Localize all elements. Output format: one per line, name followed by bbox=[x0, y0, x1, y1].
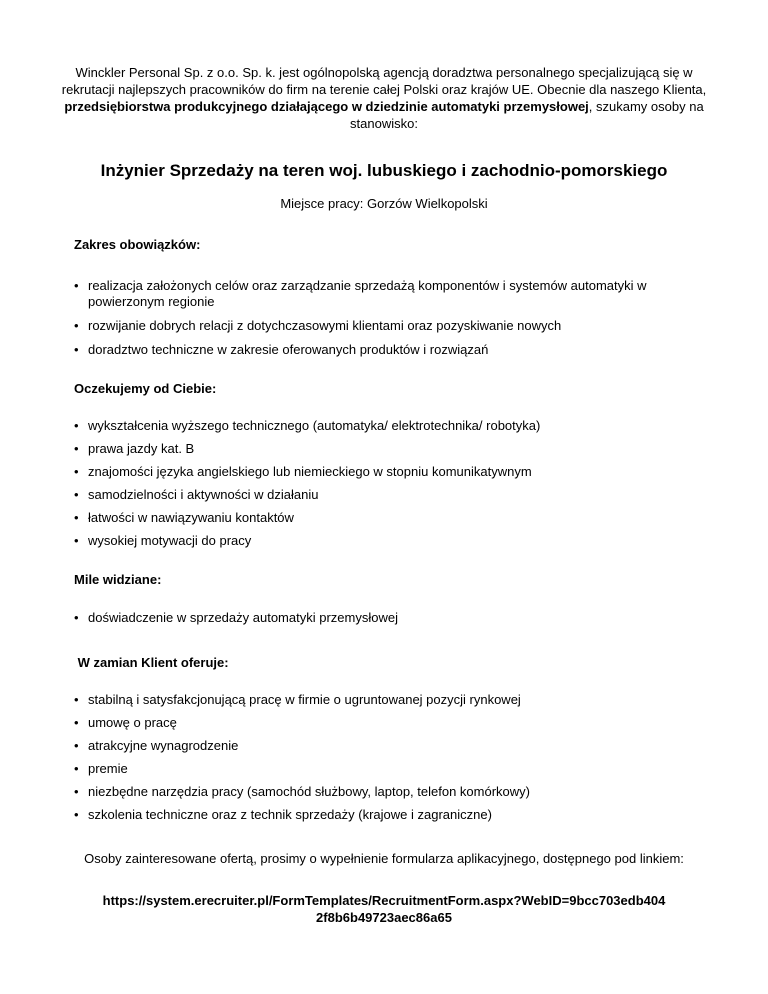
list-item: • szkolenia techniczne oraz z technik sprzedaży (krajowe i zagraniczne) bbox=[74, 807, 704, 823]
responsibilities-list bbox=[74, 278, 704, 358]
list-item: • znajomości języka angielskiego lub niemieckiego w stopniu komunikatywnym bbox=[74, 464, 704, 480]
list-item: • wysokiej motywacji do pracy bbox=[74, 533, 704, 549]
list-item: • doradztwo techniczne w zakresie oferowanych produktów i rozwiązań bbox=[74, 342, 704, 358]
requirements-list bbox=[74, 418, 704, 549]
offer-list bbox=[74, 692, 704, 823]
list-item: • atrakcyjne wynagrodzenie bbox=[74, 738, 704, 754]
list-item: • wykształcenia wyższego technicznego (automatyka/ elektrotechnika/ robotyka) bbox=[74, 418, 704, 434]
list-item: • łatwości w nawiązywaniu kontaktów bbox=[74, 510, 704, 526]
list-item: • prawa jazdy kat. B bbox=[74, 441, 704, 457]
nice-to-have-list bbox=[74, 610, 704, 626]
list-item: • stabilną i satysfakcjonującą pracę w firmie o ugruntowanej pozycji rynkowej bbox=[74, 692, 704, 708]
section-heading-nice-to-have: Mile widziane: bbox=[74, 572, 162, 587]
intro-text-end: , szukamy osoby na stanowisko: bbox=[350, 99, 704, 131]
intro-client-description: przedsiębiorstwa produkcyjnego działającego w dziedzinie automatyki przemysłowej bbox=[64, 99, 589, 114]
job-location: Miejsce pracy: Gorzów Wielkopolski bbox=[280, 196, 488, 211]
link-line-2: 2f8b6b49723aec86a65 bbox=[316, 910, 452, 925]
list-item: • doświadczenie w sprzedaży automatyki przemysłowej bbox=[74, 610, 704, 626]
section-heading-offer: W zamian Klient oferuje: bbox=[74, 655, 229, 670]
application-form-link[interactable] bbox=[40, 892, 728, 926]
list-item: • umowę o pracę bbox=[74, 715, 704, 731]
intro-text: Winckler Personal Sp. z o.o. Sp. k. jest ogólnopolską agencją doradztwa personalnego specjalizującą się w rekrutacji najlepszych pracowników do firm na terenie całej Polski oraz krajów UE. Obecnie dla naszego Klienta, bbox=[61, 65, 707, 97]
intro-paragraph bbox=[60, 64, 708, 132]
list-item: • samodzielności i aktywności w działaniu bbox=[74, 487, 704, 503]
section-heading-responsibilities: Zakres obowiązków: bbox=[74, 237, 201, 252]
list-item: • premie bbox=[74, 761, 704, 777]
job-title: Inżynier Sprzedaży na teren woj. lubuskiego i zachodnio-pomorskiego bbox=[100, 161, 668, 180]
application-instructions: Osoby zainteresowane ofertą, prosimy o wypełnienie formularza aplikacyjnego, dostępnego pod linkiem: bbox=[84, 851, 684, 866]
list-item: • realizacja założonych celów oraz zarządzanie sprzedażą komponentów i systemów automatyki w powierzonym regionie bbox=[74, 278, 704, 310]
list-item: • niezbędne narzędzia pracy (samochód służbowy, laptop, telefon komórkowy) bbox=[74, 784, 704, 800]
list-item: • rozwijanie dobrych relacji z dotychczasowymi klientami oraz pozyskiwanie nowych bbox=[74, 318, 704, 334]
section-heading-requirements: Oczekujemy od Ciebie: bbox=[74, 381, 217, 396]
link-line-1: https://system.erecruiter.pl/FormTemplates/RecruitmentForm.aspx?WebID=9bcc703edb404 bbox=[102, 893, 666, 908]
